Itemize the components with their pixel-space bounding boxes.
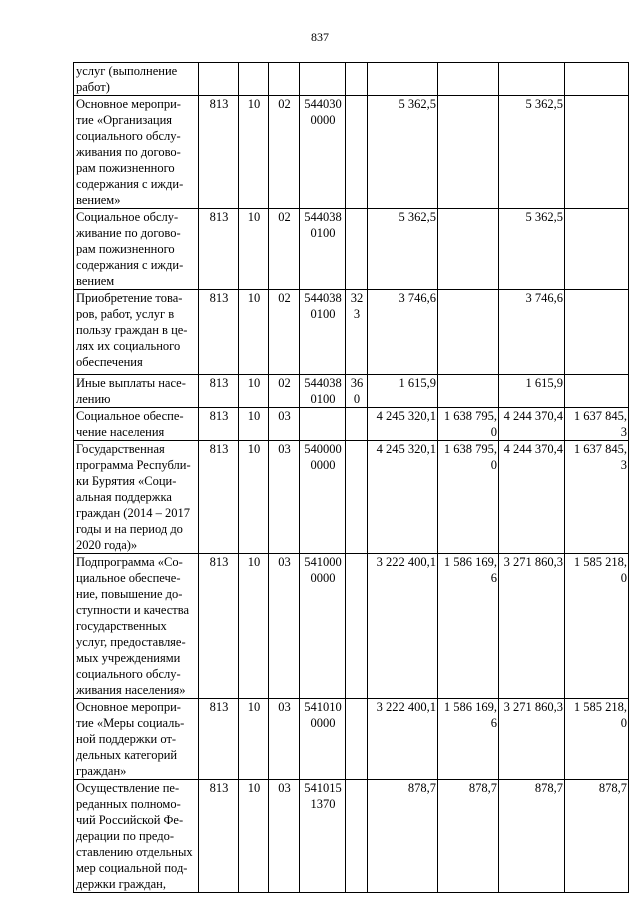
cell-line: Социальное обслу- bbox=[76, 210, 179, 224]
cell-amount-3 bbox=[499, 96, 565, 209]
cell-line: 813 bbox=[209, 700, 229, 714]
cell-target-article bbox=[300, 209, 346, 290]
cell-line: живания по догово- bbox=[76, 145, 181, 159]
cell-line: вением bbox=[76, 274, 115, 288]
cell-line: 5 362,5 bbox=[525, 97, 563, 111]
cell-expense-type bbox=[346, 96, 368, 209]
cell-section bbox=[239, 96, 269, 209]
cell-line: альная поддержка bbox=[76, 490, 172, 504]
cell-subsection bbox=[269, 780, 300, 893]
cell-line: дельных категорий bbox=[76, 748, 178, 762]
cell-line: 4 244 370,4 bbox=[503, 442, 563, 456]
cell-amount-4 bbox=[565, 408, 629, 441]
cell-line: Основное меропри- bbox=[76, 97, 181, 111]
cell-line: 323 bbox=[350, 291, 364, 321]
cell-amount-1 bbox=[368, 699, 438, 780]
cell-line: ров, работ, услуг в bbox=[76, 307, 175, 321]
cell-line: реданных полномо- bbox=[76, 797, 181, 811]
cell-line: 5 362,5 bbox=[398, 210, 436, 224]
cell-amount-1 bbox=[368, 63, 438, 96]
cell-line: 0000 bbox=[310, 716, 336, 730]
cell-amount-2 bbox=[438, 96, 499, 209]
cell-section bbox=[239, 699, 269, 780]
cell-name bbox=[74, 96, 199, 209]
cell-line: тие «Организация bbox=[76, 113, 173, 127]
cell-line: содержания с ижди- bbox=[76, 177, 184, 191]
cell-line: 3 271 860,3 bbox=[503, 700, 563, 714]
cell-grbs bbox=[199, 209, 239, 290]
cell-amount-3 bbox=[499, 408, 565, 441]
cell-amount-3 bbox=[499, 63, 565, 96]
table-row bbox=[74, 375, 629, 408]
cell-subsection bbox=[269, 209, 300, 290]
cell-line: 813 bbox=[209, 97, 229, 111]
cell-line: услуг (выполнение bbox=[76, 64, 178, 78]
cell-target-article bbox=[300, 408, 346, 441]
cell-line: 0 bbox=[620, 571, 627, 585]
cell-amount-1 bbox=[368, 290, 438, 375]
table-row bbox=[74, 408, 629, 441]
cell-name bbox=[74, 209, 199, 290]
cell-line: вением» bbox=[76, 193, 121, 207]
cell-amount-2 bbox=[438, 780, 499, 893]
cell-line: 541010 bbox=[304, 700, 342, 714]
cell-line: живания населения» bbox=[76, 683, 186, 697]
cell-line: Государственная bbox=[76, 442, 165, 456]
cell-expense-type bbox=[346, 780, 368, 893]
cell-line: 4 245 320,1 bbox=[376, 442, 436, 456]
cell-line: работ) bbox=[76, 80, 110, 94]
cell-grbs bbox=[199, 441, 239, 554]
cell-line: 0000 bbox=[310, 571, 336, 585]
cell-line: 1 638 795, bbox=[443, 442, 497, 456]
cell-amount-4 bbox=[565, 441, 629, 554]
cell-line: 1 586 169, bbox=[443, 555, 497, 569]
cell-expense-type bbox=[346, 209, 368, 290]
cell-line: чение населения bbox=[76, 425, 165, 439]
cell-expense-type bbox=[346, 554, 368, 699]
cell-grbs bbox=[199, 554, 239, 699]
cell-amount-4 bbox=[565, 780, 629, 893]
cell-line: 1 615,9 bbox=[398, 376, 436, 390]
cell-line: 0100 bbox=[310, 307, 336, 321]
cell-line: 10 bbox=[247, 210, 261, 224]
cell-line: 544030 bbox=[304, 97, 342, 111]
cell-amount-3 bbox=[499, 441, 565, 554]
cell-expense-type bbox=[346, 290, 368, 375]
cell-subsection bbox=[269, 441, 300, 554]
cell-amount-2 bbox=[438, 375, 499, 408]
cell-amount-4 bbox=[565, 209, 629, 290]
cell-amount-3 bbox=[499, 699, 565, 780]
cell-subsection bbox=[269, 290, 300, 375]
cell-line: ной поддержки от- bbox=[76, 732, 177, 746]
cell-line: Иные выплаты насе- bbox=[76, 376, 186, 390]
cell-expense-type bbox=[346, 441, 368, 554]
cell-amount-2 bbox=[438, 408, 499, 441]
cell-line: Осуществление пе- bbox=[76, 781, 180, 795]
table-row bbox=[74, 96, 629, 209]
cell-line: 1 615,9 bbox=[525, 376, 563, 390]
cell-name bbox=[74, 408, 199, 441]
cell-line: Подпрограмма «Со- bbox=[76, 555, 183, 569]
cell-target-article bbox=[300, 554, 346, 699]
cell-section bbox=[239, 290, 269, 375]
cell-line: Социальное обеспе- bbox=[76, 409, 184, 423]
cell-expense-type bbox=[346, 375, 368, 408]
cell-line: программа Республи- bbox=[76, 458, 191, 472]
table-row bbox=[74, 699, 629, 780]
cell-subsection bbox=[269, 375, 300, 408]
cell-grbs bbox=[199, 408, 239, 441]
cell-name bbox=[74, 290, 199, 375]
cell-line: социального обслу- bbox=[76, 129, 181, 143]
cell-line: 03 bbox=[278, 781, 291, 795]
cell-name bbox=[74, 375, 199, 408]
cell-line: 878,7 bbox=[407, 781, 436, 795]
cell-subsection bbox=[269, 96, 300, 209]
cell-amount-1 bbox=[368, 554, 438, 699]
cell-section bbox=[239, 209, 269, 290]
cell-line: рам пожизненного bbox=[76, 161, 175, 175]
cell-line: содержания с ижди- bbox=[76, 258, 184, 272]
cell-amount-3 bbox=[499, 209, 565, 290]
cell-line: Основное меропри- bbox=[76, 700, 181, 714]
cell-line: лению bbox=[76, 392, 111, 406]
cell-section bbox=[239, 63, 269, 96]
page-number: 837 bbox=[311, 30, 329, 44]
cell-expense-type bbox=[346, 699, 368, 780]
cell-target-article bbox=[300, 96, 346, 209]
cell-line: 878,7 bbox=[598, 781, 627, 795]
cell-line: ставлению отдельных bbox=[76, 845, 193, 859]
cell-section bbox=[239, 375, 269, 408]
cell-grbs bbox=[199, 780, 239, 893]
budget-table bbox=[73, 62, 629, 893]
cell-target-article bbox=[300, 441, 346, 554]
cell-section bbox=[239, 441, 269, 554]
cell-line: 03 bbox=[278, 442, 291, 456]
cell-line: годы и на период до bbox=[76, 522, 183, 536]
cell-line: тие «Меры социаль- bbox=[76, 716, 185, 730]
table-body bbox=[74, 63, 629, 893]
cell-line: 1 637 845, bbox=[573, 409, 627, 423]
cell-line: ступности и качества bbox=[76, 603, 190, 617]
cell-line: 02 bbox=[278, 210, 291, 224]
cell-line: 03 bbox=[278, 409, 291, 423]
cell-target-article bbox=[300, 699, 346, 780]
cell-section bbox=[239, 780, 269, 893]
table-row bbox=[74, 441, 629, 554]
cell-line: 1 585 218, bbox=[573, 700, 627, 714]
cell-line: 6 bbox=[490, 716, 497, 730]
cell-grbs bbox=[199, 290, 239, 375]
cell-target-article bbox=[300, 290, 346, 375]
cell-section bbox=[239, 408, 269, 441]
cell-expense-type bbox=[346, 63, 368, 96]
table-row bbox=[74, 290, 629, 375]
table-row bbox=[74, 780, 629, 893]
cell-line: обеспечения bbox=[76, 355, 143, 369]
cell-line: 3 271 860,3 bbox=[503, 555, 563, 569]
cell-line: 0100 bbox=[310, 226, 336, 240]
cell-line: 10 bbox=[247, 97, 261, 111]
cell-line: 813 bbox=[209, 376, 229, 390]
cell-line: 544038 bbox=[304, 210, 342, 224]
cell-line: 1370 bbox=[310, 797, 336, 811]
cell-line: услуг, предоставляе- bbox=[76, 635, 186, 649]
cell-line: 0 bbox=[490, 458, 497, 472]
cell-name bbox=[74, 554, 199, 699]
cell-line: 541000 bbox=[304, 555, 342, 569]
cell-line: 4 245 320,1 bbox=[376, 409, 436, 423]
cell-amount-4 bbox=[565, 290, 629, 375]
cell-line: 541015 bbox=[304, 781, 342, 795]
cell-target-article bbox=[300, 780, 346, 893]
cell-line: 540000 bbox=[304, 442, 342, 456]
cell-line: 813 bbox=[209, 555, 229, 569]
cell-line: 813 bbox=[209, 409, 229, 423]
cell-amount-2 bbox=[438, 209, 499, 290]
cell-line: 3 746,6 bbox=[525, 291, 563, 305]
cell-line: Приобретение това- bbox=[76, 291, 183, 305]
cell-line: 6 bbox=[490, 571, 497, 585]
cell-subsection bbox=[269, 408, 300, 441]
cell-line: 10 bbox=[247, 291, 261, 305]
cell-section bbox=[239, 554, 269, 699]
cell-line: 02 bbox=[278, 376, 291, 390]
cell-grbs bbox=[199, 96, 239, 209]
cell-subsection bbox=[269, 554, 300, 699]
cell-amount-2 bbox=[438, 63, 499, 96]
cell-line: граждан (2014 – 2017 bbox=[76, 506, 190, 520]
cell-line: 5 362,5 bbox=[525, 210, 563, 224]
cell-amount-3 bbox=[499, 290, 565, 375]
cell-amount-1 bbox=[368, 375, 438, 408]
cell-line: ние, повышение до- bbox=[76, 587, 183, 601]
cell-line: 02 bbox=[278, 97, 291, 111]
cell-line: 3 222 400,1 bbox=[376, 700, 436, 714]
table-row bbox=[74, 554, 629, 699]
cell-amount-2 bbox=[438, 290, 499, 375]
cell-line: 813 bbox=[209, 781, 229, 795]
cell-line: пользу граждан в це- bbox=[76, 323, 188, 337]
cell-line: социального обслу- bbox=[76, 667, 181, 681]
cell-name bbox=[74, 780, 199, 893]
cell-line: 10 bbox=[247, 700, 261, 714]
cell-line: 813 bbox=[209, 442, 229, 456]
cell-amount-1 bbox=[368, 780, 438, 893]
cell-line: государственных bbox=[76, 619, 167, 633]
cell-line: лях их социального bbox=[76, 339, 181, 353]
table-row bbox=[74, 209, 629, 290]
cell-line: 813 bbox=[209, 291, 229, 305]
table-row bbox=[74, 63, 629, 96]
cell-line: 878,7 bbox=[468, 781, 497, 795]
cell-line: 2020 года)» bbox=[76, 538, 138, 552]
cell-line: 544038 bbox=[304, 376, 342, 390]
cell-line: 10 bbox=[247, 781, 261, 795]
cell-amount-4 bbox=[565, 375, 629, 408]
cell-line: 10 bbox=[247, 409, 261, 423]
cell-line: 1 637 845, bbox=[573, 442, 627, 456]
cell-line: 360 bbox=[350, 376, 364, 406]
cell-line: 03 bbox=[278, 700, 291, 714]
cell-line: ки Бурятия «Соци- bbox=[76, 474, 177, 488]
cell-line: 02 bbox=[278, 291, 291, 305]
cell-expense-type bbox=[346, 408, 368, 441]
cell-line: 5 362,5 bbox=[398, 97, 436, 111]
cell-line: мер социальной под- bbox=[76, 861, 188, 875]
cell-line: 0 bbox=[620, 716, 627, 730]
cell-amount-1 bbox=[368, 441, 438, 554]
cell-line: 3 222 400,1 bbox=[376, 555, 436, 569]
cell-amount-4 bbox=[565, 63, 629, 96]
cell-line: 03 bbox=[278, 555, 291, 569]
cell-line: 3 bbox=[620, 458, 627, 472]
cell-line: 1 586 169, bbox=[443, 700, 497, 714]
cell-line: 1 638 795, bbox=[443, 409, 497, 423]
cell-grbs bbox=[199, 375, 239, 408]
cell-name bbox=[74, 63, 199, 96]
cell-amount-1 bbox=[368, 209, 438, 290]
cell-line: 0100 bbox=[310, 392, 336, 406]
cell-line: 0000 bbox=[310, 113, 336, 127]
cell-line: 4 244 370,4 bbox=[503, 409, 563, 423]
cell-amount-2 bbox=[438, 699, 499, 780]
cell-line: 10 bbox=[247, 442, 261, 456]
cell-amount-1 bbox=[368, 96, 438, 209]
cell-amount-1 bbox=[368, 408, 438, 441]
cell-line: 813 bbox=[209, 210, 229, 224]
cell-subsection bbox=[269, 699, 300, 780]
cell-grbs bbox=[199, 63, 239, 96]
cell-amount-4 bbox=[565, 699, 629, 780]
cell-line: 1 585 218, bbox=[573, 555, 627, 569]
cell-amount-3 bbox=[499, 554, 565, 699]
cell-line: 0 bbox=[490, 425, 497, 439]
cell-line: чий Российской Фе- bbox=[76, 813, 184, 827]
cell-line: циальное обеспече- bbox=[76, 571, 181, 585]
cell-line: 0000 bbox=[310, 458, 336, 472]
cell-amount-4 bbox=[565, 96, 629, 209]
cell-line: 10 bbox=[247, 555, 261, 569]
cell-line: 878,7 bbox=[534, 781, 563, 795]
cell-line: 544038 bbox=[304, 291, 342, 305]
cell-line: живание по догово- bbox=[76, 226, 181, 240]
cell-subsection bbox=[269, 63, 300, 96]
cell-line: рам пожизненного bbox=[76, 242, 175, 256]
cell-amount-2 bbox=[438, 554, 499, 699]
cell-name bbox=[74, 441, 199, 554]
cell-amount-3 bbox=[499, 780, 565, 893]
cell-name bbox=[74, 699, 199, 780]
cell-line: 3 746,6 bbox=[398, 291, 436, 305]
cell-target-article bbox=[300, 63, 346, 96]
cell-line: 10 bbox=[247, 376, 261, 390]
cell-line: дерации по предо- bbox=[76, 829, 175, 843]
cell-grbs bbox=[199, 699, 239, 780]
cell-line: держки граждан, bbox=[76, 877, 166, 891]
cell-line: мых учреждениями bbox=[76, 651, 181, 665]
cell-amount-4 bbox=[565, 554, 629, 699]
cell-line: граждан» bbox=[76, 764, 127, 778]
cell-amount-2 bbox=[438, 441, 499, 554]
cell-target-article bbox=[300, 375, 346, 408]
cell-amount-3 bbox=[499, 375, 565, 408]
cell-line: 3 bbox=[620, 425, 627, 439]
